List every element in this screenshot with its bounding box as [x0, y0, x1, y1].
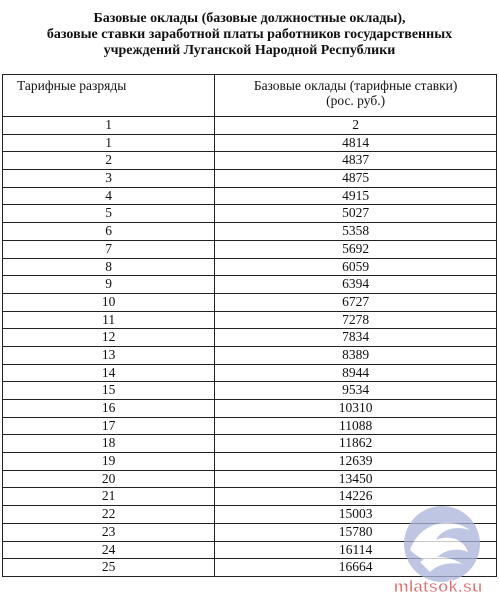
tariff-grade-cell: 6	[3, 223, 215, 241]
base-salary-cell: 6394	[215, 276, 497, 294]
tariff-grade-cell: 4	[3, 187, 215, 205]
table-row	[3, 258, 497, 276]
base-salary-cell: 12639	[215, 453, 497, 471]
base-salary-cell: 15003	[215, 506, 497, 524]
tariff-grade-cell: 1	[3, 134, 215, 152]
base-salary-cell: 9534	[215, 382, 497, 400]
tariff-grade-cell: 14	[3, 364, 215, 382]
base-salary-cell: 5358	[215, 223, 497, 241]
table-row	[3, 134, 497, 152]
base-salary-cell: 6059	[215, 258, 497, 276]
tariff-grade-cell: 9	[3, 276, 215, 294]
table-row	[3, 364, 497, 382]
base-salary-cell: 4814	[215, 134, 497, 152]
tariff-grade-cell: 8	[3, 258, 215, 276]
base-salary-cell: 16114	[215, 541, 497, 559]
table-row	[3, 470, 497, 488]
title-line-2: базовые ставки заработной платы работников государственных	[46, 27, 453, 42]
base-salary-cell: 4875	[215, 170, 497, 188]
base-salary-cell: 7834	[215, 329, 497, 347]
header-base-salaries-line1: Базовые оклады (тарифные ставки)	[253, 78, 458, 93]
base-salary-cell: 14226	[215, 488, 497, 506]
table-row	[3, 329, 497, 347]
tariff-grade-cell: 25	[3, 559, 215, 577]
wave-logo-icon	[404, 506, 480, 582]
base-salary-cell: 4837	[215, 152, 497, 170]
base-salary-cell: 8944	[215, 364, 497, 382]
base-salary-cell: 7278	[215, 311, 497, 329]
base-salary-cell: 5692	[215, 240, 497, 258]
base-salary-cell: 6727	[215, 293, 497, 311]
table-row	[3, 240, 497, 258]
base-salary-cell: 10310	[215, 400, 497, 418]
table-row	[3, 205, 497, 223]
tariff-grade-cell: 15	[3, 382, 215, 400]
table-row	[3, 152, 497, 170]
tariff-grade-cell: 10	[3, 293, 215, 311]
table-row	[3, 276, 497, 294]
header-base-salaries	[215, 75, 497, 117]
table-row	[3, 187, 497, 205]
base-salary-cell: 13450	[215, 470, 497, 488]
tariff-grade-cell: 21	[3, 488, 215, 506]
base-salary-cell: 16664	[215, 559, 497, 577]
table-row	[3, 170, 497, 188]
tariff-grade-cell: 7	[3, 240, 215, 258]
table-header-row	[3, 75, 497, 117]
tariff-grade-cell: 20	[3, 470, 215, 488]
watermark-text: mlatsok.su	[393, 577, 483, 596]
table-row	[3, 117, 497, 135]
table-row	[3, 453, 497, 471]
tariff-grade-cell: 23	[3, 523, 215, 541]
table-row	[3, 435, 497, 453]
table-row	[3, 346, 497, 364]
tariff-grade-cell: 5	[3, 205, 215, 223]
base-salary-cell: 5027	[215, 205, 497, 223]
table-row	[3, 293, 497, 311]
tariff-grade-cell: 11	[3, 311, 215, 329]
tariff-grade-cell: 22	[3, 506, 215, 524]
table-row	[3, 311, 497, 329]
tariff-grade-cell: 19	[3, 453, 215, 471]
table-row	[3, 400, 497, 418]
base-salary-cell: 11862	[215, 435, 497, 453]
header-base-salaries-line2: (рос. руб.)	[326, 93, 386, 108]
header-tariff-grades: Тарифные разряды	[3, 75, 215, 117]
base-salary-cell: 15780	[215, 523, 497, 541]
tariff-grade-cell: 1	[3, 117, 215, 135]
base-salary-cell: 2	[215, 117, 497, 135]
tariff-grade-cell: 2	[3, 152, 215, 170]
tariff-grade-cell: 17	[3, 417, 215, 435]
table-row	[3, 382, 497, 400]
base-salary-cell: 4915	[215, 187, 497, 205]
watermark	[380, 502, 496, 598]
tariff-grade-cell: 18	[3, 435, 215, 453]
base-salary-cell: 11088	[215, 417, 497, 435]
tariff-grade-cell: 24	[3, 541, 215, 559]
title-line-1: Базовые оклады (базовые должностные оклады),	[93, 11, 406, 26]
tariff-grade-cell: 12	[3, 329, 215, 347]
table-row	[3, 223, 497, 241]
document-title	[0, 11, 499, 59]
tariff-grade-cell: 16	[3, 400, 215, 418]
tariff-grade-cell: 3	[3, 170, 215, 188]
base-salary-cell: 8389	[215, 346, 497, 364]
title-line-3: учреждений Луганской Народной Республики	[103, 43, 396, 58]
table-row	[3, 417, 497, 435]
tariff-grade-cell: 13	[3, 346, 215, 364]
